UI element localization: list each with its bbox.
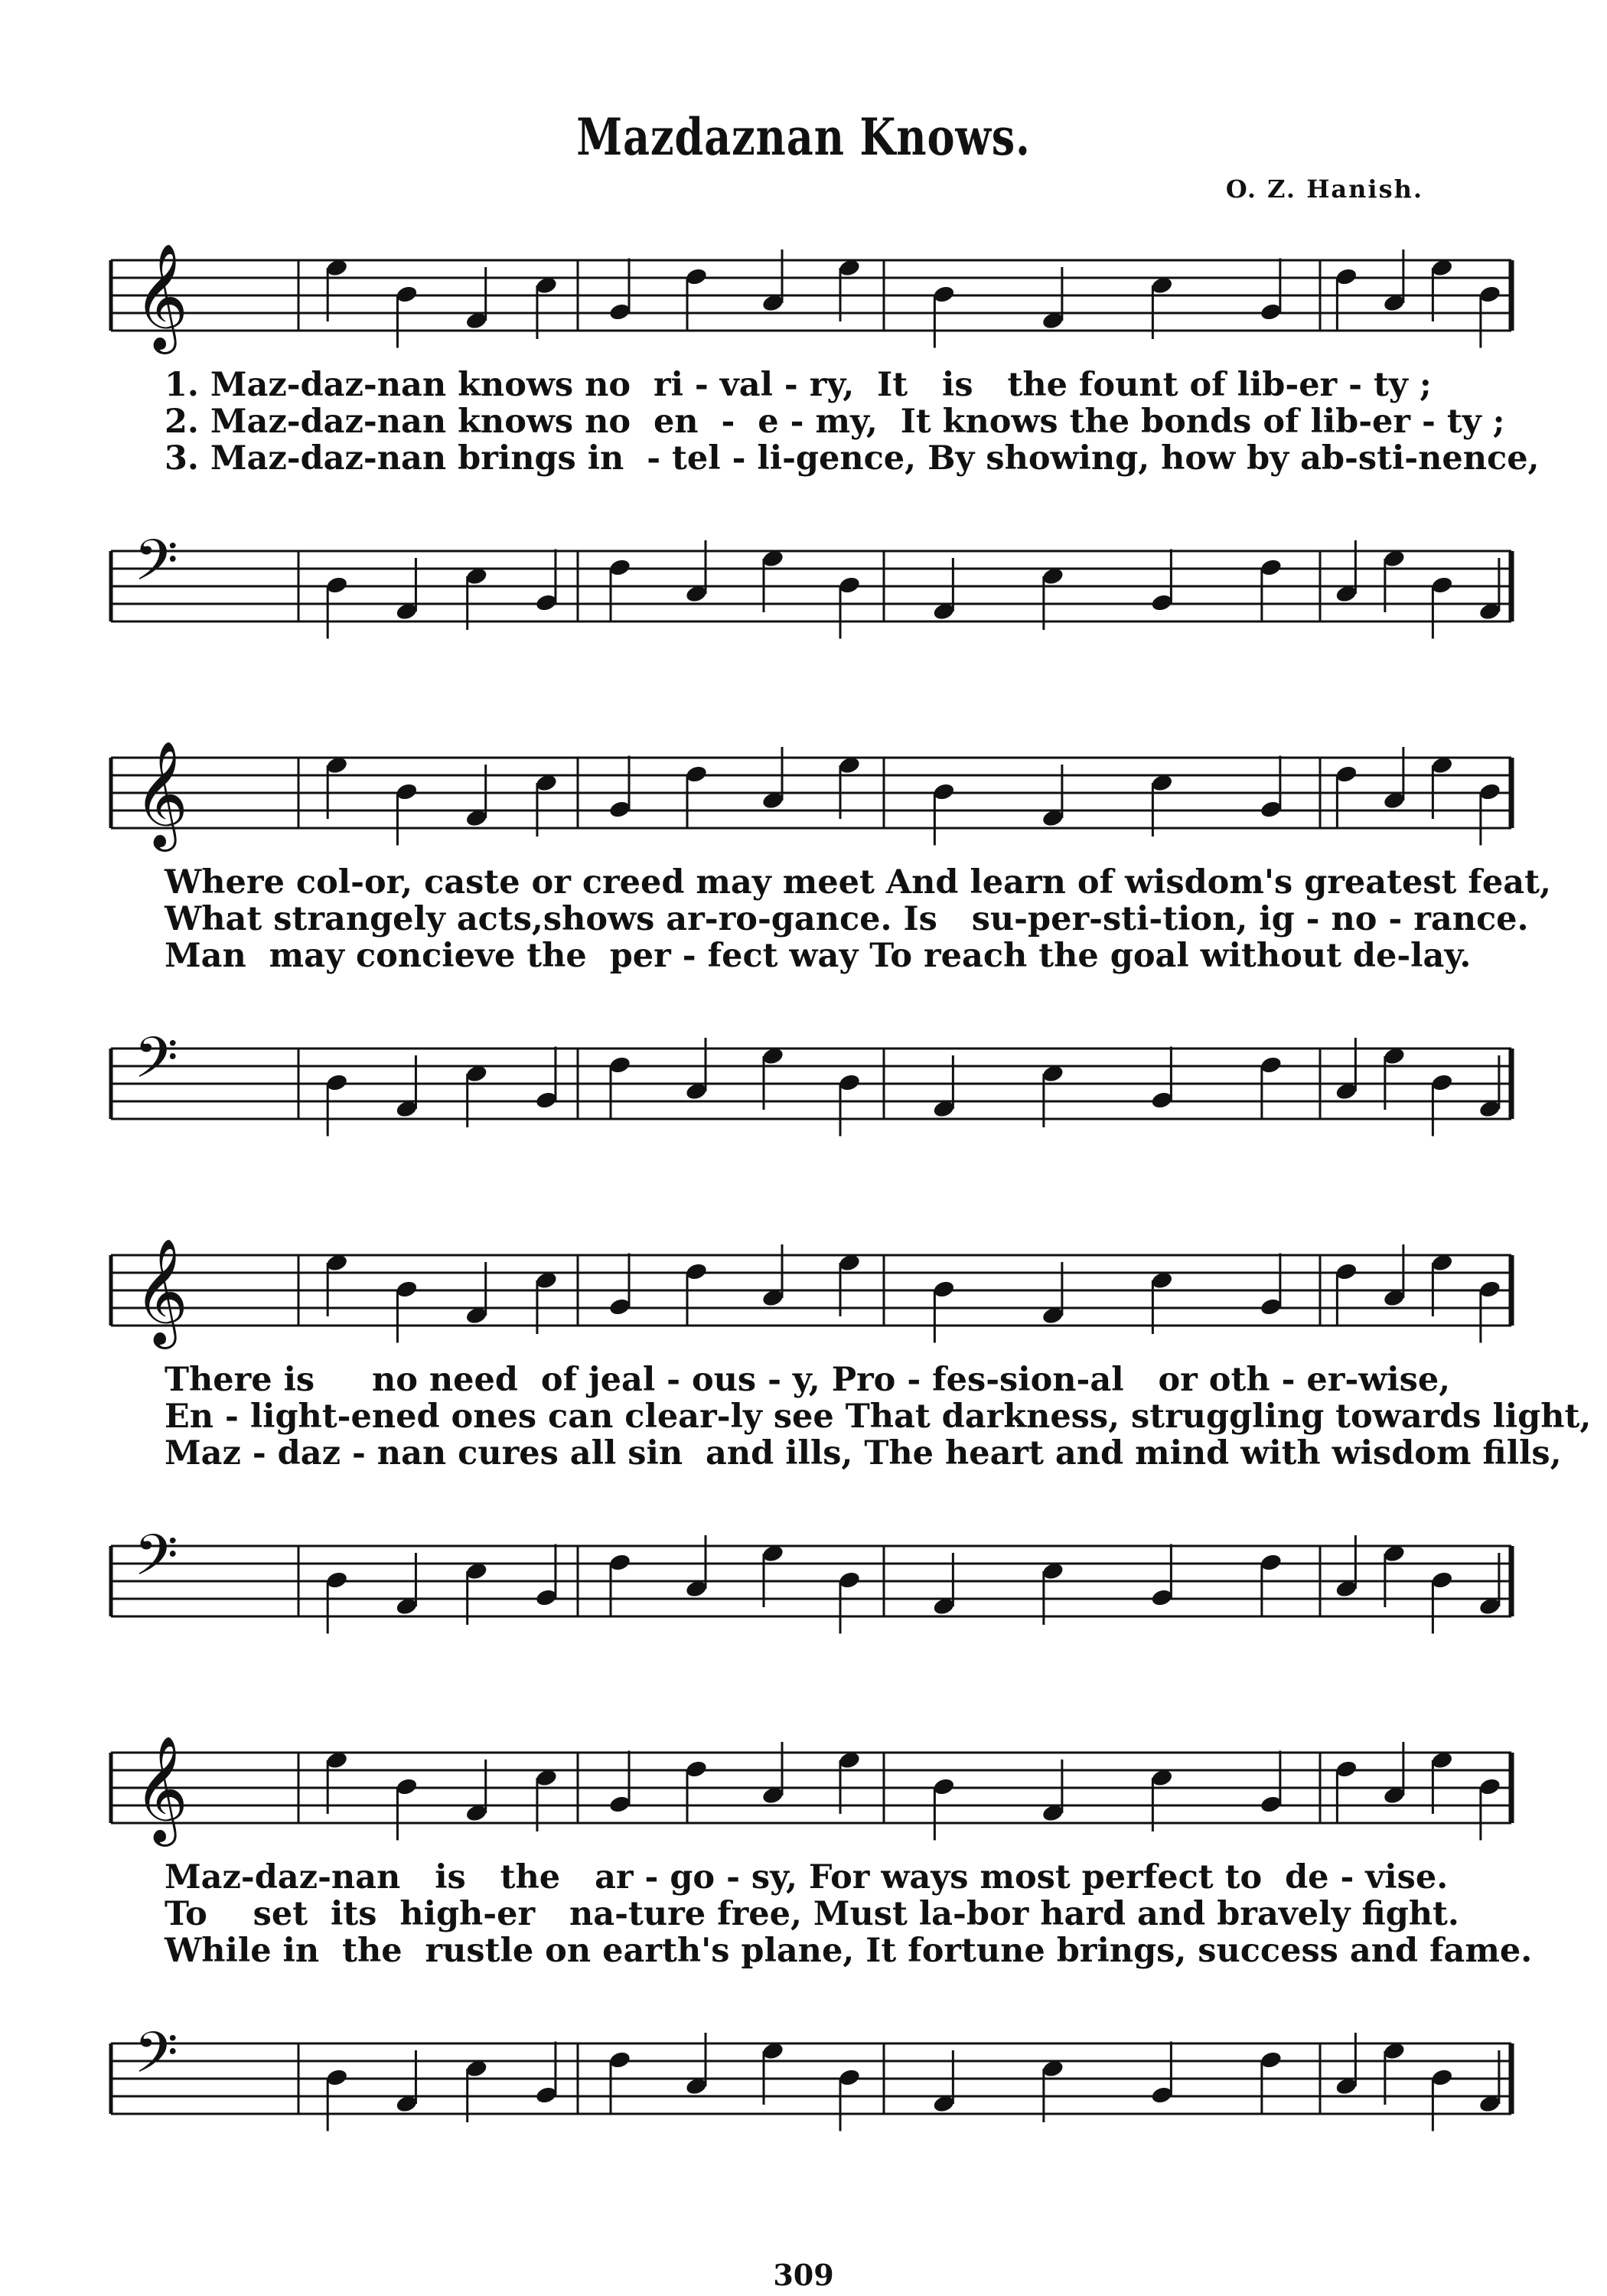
hymn-title: Mazdaznan Knows. <box>576 107 1031 167</box>
treble-clef-icon: 𝄞 <box>134 1736 188 1842</box>
bass-staff <box>111 1025 1511 1133</box>
lyric-line: What strangely acts,shows ar-ro-gance. Is su-per-sti-tion, ig - no - rance. <box>165 900 1529 938</box>
bass-staff-lines <box>111 1025 1511 1133</box>
lyric-line: Man may concieve the per - fect way To reach the goal without de-lay. <box>165 937 1472 975</box>
treble-staff-lines <box>111 1736 1511 1842</box>
lyric-line: Maz - daz - nan cures all sin and ills, The heart and mind with wisdom fills, <box>165 1434 1562 1473</box>
bass-clef-icon: 𝄢 <box>134 527 178 608</box>
page-number: 309 <box>773 2258 834 2292</box>
treble-staff <box>111 741 1511 847</box>
treble-staff <box>111 243 1511 350</box>
treble-staff <box>111 1238 1511 1345</box>
lyric-line: 1. Maz-daz-nan knows no ri - val - ry, It is the fount of lib-er - ty ; <box>165 366 1432 404</box>
composer-credit: O. Z. Hanish. <box>1225 174 1423 204</box>
lyric-line: While in the rustle on earth's plane, It fortune brings, success and fame. <box>165 1932 1533 1970</box>
bass-staff <box>111 527 1511 635</box>
bass-clef-icon: 𝄢 <box>134 1522 178 1603</box>
bass-staff-lines <box>111 2020 1511 2128</box>
bass-staff-lines <box>111 1522 1511 1630</box>
treble-staff-lines <box>111 1238 1511 1345</box>
lyric-line: Maz-daz-nan is the ar - go - sy, For ways most perfect to de - vise. <box>165 1858 1449 1896</box>
treble-clef-icon: 𝄞 <box>134 243 188 350</box>
treble-clef-icon: 𝄞 <box>134 1238 188 1345</box>
bass-staff <box>111 1522 1511 1630</box>
treble-staff <box>111 1736 1511 1842</box>
bass-staff <box>111 2020 1511 2128</box>
lyric-line: Where col-or, caste or creed may meet And learn of wisdom's greatest feat, <box>165 863 1551 902</box>
lyric-line: 2. Maz-daz-nan knows no en - e - my, It knows the bonds of lib-er - ty ; <box>165 403 1505 441</box>
lyric-line: En - light-ened ones can clear-ly see That darkness, struggling towards light, <box>165 1397 1592 1436</box>
bass-clef-icon: 𝄢 <box>134 1025 178 1105</box>
lyric-line: There is no need of jeal - ous - y, Pro - fes-sion-al or oth - er-wise, <box>165 1361 1451 1399</box>
bass-staff-lines <box>111 527 1511 635</box>
lyric-line: To set its high-er na-ture free, Must la-bor hard and bravely fight. <box>165 1895 1459 1933</box>
treble-staff-lines <box>111 741 1511 847</box>
treble-staff-lines <box>111 243 1511 350</box>
treble-clef-icon: 𝄞 <box>134 741 188 847</box>
bass-clef-icon: 𝄢 <box>134 2020 178 2100</box>
lyric-line: 3. Maz-daz-nan brings in - tel - li-gence, By showing, how by ab-sti-nence, <box>165 439 1540 478</box>
